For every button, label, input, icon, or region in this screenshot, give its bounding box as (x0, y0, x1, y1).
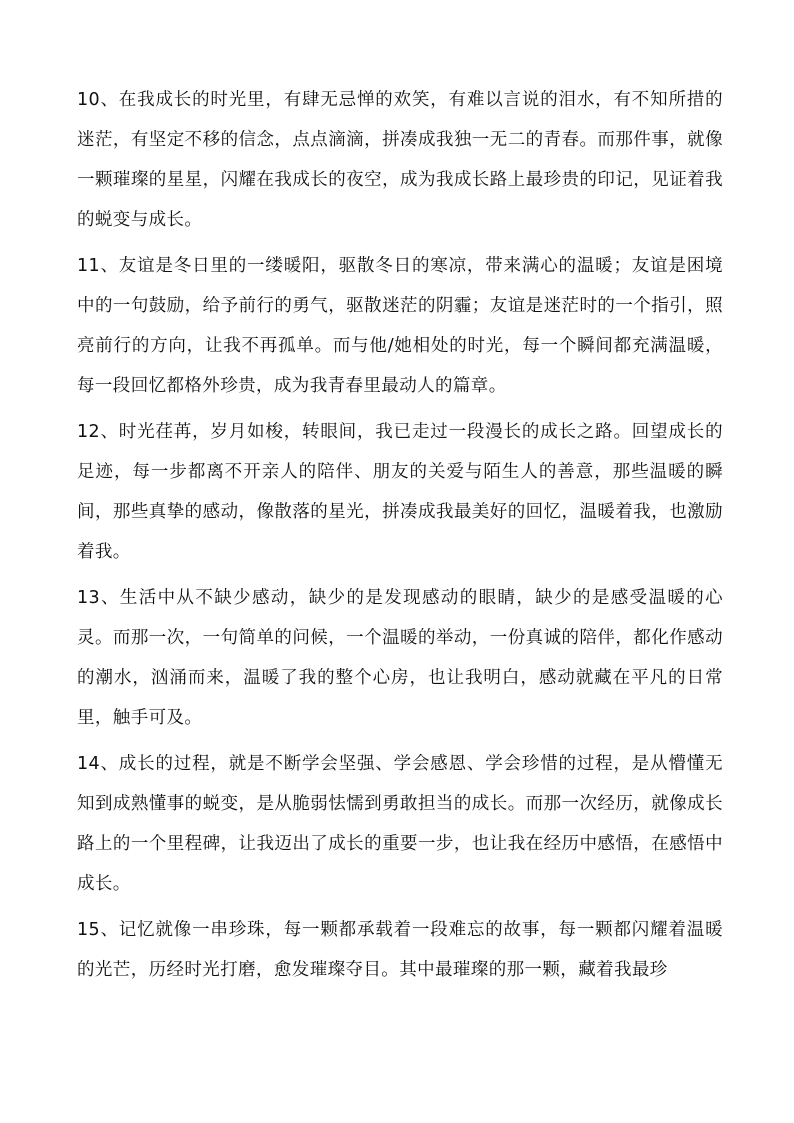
paragraph-13: 13、生活中从不缺少感动，缺少的是发现感动的眼睛，缺少的是感受温暖的心灵。而那一次，一句简单的问候，一个温暖的举动，一份真诚的陪伴，都化作感动的潮水，汹涌而来，温暖了我的整个心房，也让我明白，感动就藏在平凡的日常里，触手可及。 (77, 588, 723, 728)
paragraph-10: 10、在我成长的时光里，有肆无忌惮的欢笑，有难以言说的泪水，有不知所措的迷茫，有坚定不移的信念，点点滴滴，拼凑成我独一无二的青春。而那件事，就像一颗璀璨的星星，闪耀在我成长的夜空，成为我成长路上最珍贵的印记，见证着我的蜕变与成长。 (77, 90, 723, 230)
paragraph-12: 12、时光荏苒，岁月如梭，转眼间，我已走过一段漫长的成长之路。回望成长的足迹，每一步都离不开亲人的陪伴、朋友的关爱与陌生人的善意，那些温暖的瞬间，那些真挚的感动，像散落的星光，拼凑成我最美好的回忆，温暖着我，也激励着我。 (77, 422, 723, 562)
paragraph-11: 11、友谊是冬日里的一缕暖阳，驱散冬日的寒凉，带来满心的温暖；友谊是困境中的一句鼓励，给予前行的勇气，驱散迷茫的阴霾；友谊是迷茫时的一个指引，照亮前行的方向，让我不再孤单。而与他/她相处的时光，每一个瞬间都充满温暖，每一段回忆都格外珍贵，成为我青春里最动人的篇章。 (77, 256, 723, 396)
document-body (77, 80, 723, 996)
paragraph-15: 15、记忆就像一串珍珠，每一颗都承载着一段难忘的故事，每一颗都闪耀着温暖的光芒，历经时光打磨，愈发璀璨夺目。其中最璀璨的那一颗，藏着我最珍 (77, 920, 723, 980)
paragraph-14: 14、成长的过程，就是不断学会坚强、学会感恩、学会珍惜的过程，是从懵懂无知到成熟懂事的蜕变，是从脆弱怯懦到勇敢担当的成长。而那一次经历，就像成长路上的一个里程碑，让我迈出了成长的重要一步，也让我在经历中感悟，在感悟中成长。 (77, 754, 723, 894)
